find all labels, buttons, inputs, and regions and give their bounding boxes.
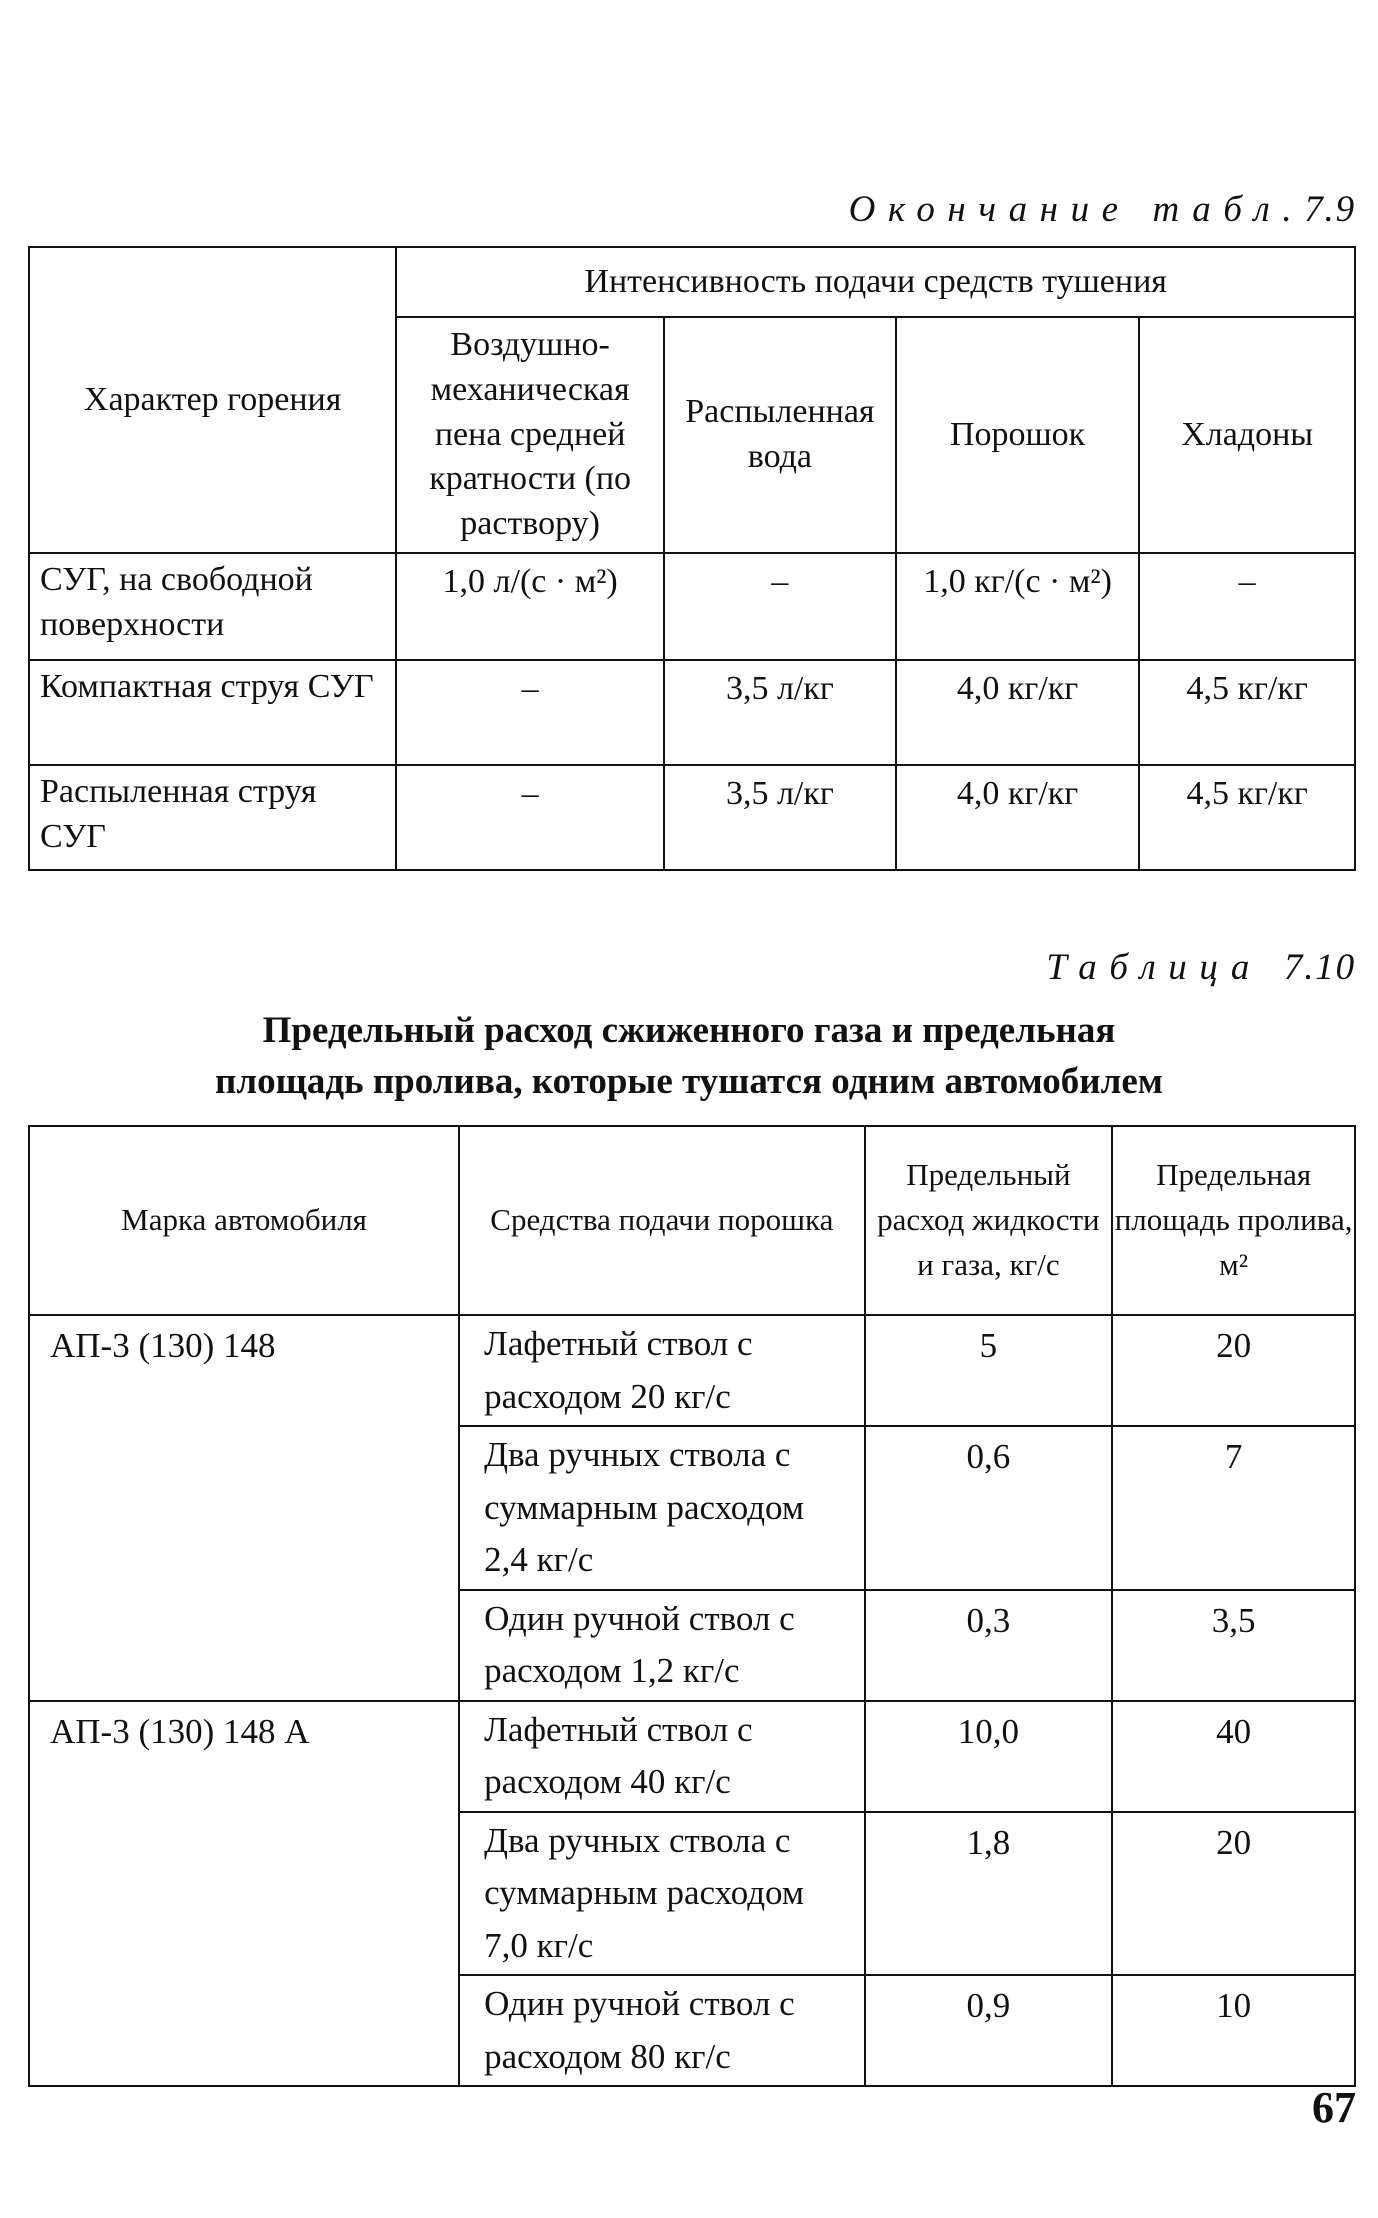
header-intensity-group: Интенсивность подачи средств тушения [396,247,1355,317]
flow-cell: 5 [865,1315,1113,1426]
header-means: Средства подачи порошка [459,1126,864,1315]
area-cell: 10 [1112,1975,1355,2086]
caption-number: 7.9 [1304,189,1356,230]
header-water: Распыленная вода [664,317,896,553]
header-foam: Воздушно-механическая пена средней кратности (по раствору) [396,317,664,553]
cell-value: 4,5 кг/кг [1139,765,1355,870]
flow-cell: 10,0 [865,1701,1113,1812]
table-row [29,1701,1355,1812]
caption-word: Таблица [1046,947,1262,988]
table-7-10-title [0,1005,1378,1107]
area-cell: 20 [1112,1812,1355,1976]
vehicle-cell: АП-3 (130) 148 [29,1315,459,1701]
cell-value: 4,0 кг/кг [896,660,1140,765]
area-cell: 7 [1112,1426,1355,1590]
title-line-2: площадь пролива, которые тушатся одним автомобилем [215,1061,1163,1103]
flow-cell: 0,9 [865,1975,1113,2086]
cell-value: – [664,553,896,660]
table-row [29,765,1355,870]
header-vehicle: Марка автомобиля [29,1126,459,1315]
cell-value: 4,5 кг/кг [1139,660,1355,765]
title-line-1: Предельный расход сжиженного газа и предельная [262,1010,1116,1051]
row-label: Распыленная струя СУГ [29,765,396,870]
means-cell: Лафетный ствол с расходом 20 кг/с [459,1315,864,1426]
cell-value: – [396,660,664,765]
header-area: Предельная площадь пролива, м² [1112,1126,1355,1315]
cell-value: 1,0 кг/(с · м²) [896,553,1140,660]
header-burning-type: Характер горения [29,247,396,553]
table-7-9 [28,246,1356,871]
header-flow: Предельный расход жидкости и газа, кг/с [865,1126,1113,1315]
row-label: Компактная струя СУГ [29,660,396,765]
row-label: СУГ, на свободной поверхности [29,553,396,660]
flow-cell: 1,8 [865,1812,1113,1976]
caption-number: 7.10 [1283,947,1356,988]
vehicle-cell: АП-3 (130) 148 А [29,1701,459,2087]
means-cell: Два ручных ствола с суммарным расходом 7,0 кг/с [459,1812,864,1976]
table-row [29,553,1355,660]
area-cell: 40 [1112,1701,1355,1812]
table-7-10-caption [1046,946,1356,989]
caption-abbr: табл. [1152,189,1305,230]
table-row [29,1315,1355,1426]
means-cell: Два ручных ствола с суммарным расходом 2,4 кг/с [459,1426,864,1590]
flow-cell: 0,6 [865,1426,1113,1590]
area-cell: 20 [1112,1315,1355,1426]
means-cell: Один ручной ствол с расходом 80 кг/с [459,1975,864,2086]
cell-value: 4,0 кг/кг [896,765,1140,870]
header-halons: Хладоны [1139,317,1355,553]
table-7-9-caption [849,188,1356,231]
header-powder: Порошок [896,317,1140,553]
area-cell: 3,5 [1112,1590,1355,1701]
cell-value: 3,5 л/кг [664,765,896,870]
means-cell: Лафетный ствол с расходом 40 кг/с [459,1701,864,1812]
cell-value: – [396,765,664,870]
cell-value: 3,5 л/кг [664,660,896,765]
caption-label: Окончание [848,189,1131,230]
cell-value: – [1139,553,1355,660]
table-row [29,660,1355,765]
cell-value: 1,0 л/(с · м²) [396,553,664,660]
flow-cell: 0,3 [865,1590,1113,1701]
means-cell: Один ручной ствол с расходом 1,2 кг/с [459,1590,864,1701]
page-number: 67 [1312,2083,1356,2132]
table-7-10 [28,1125,1356,2087]
